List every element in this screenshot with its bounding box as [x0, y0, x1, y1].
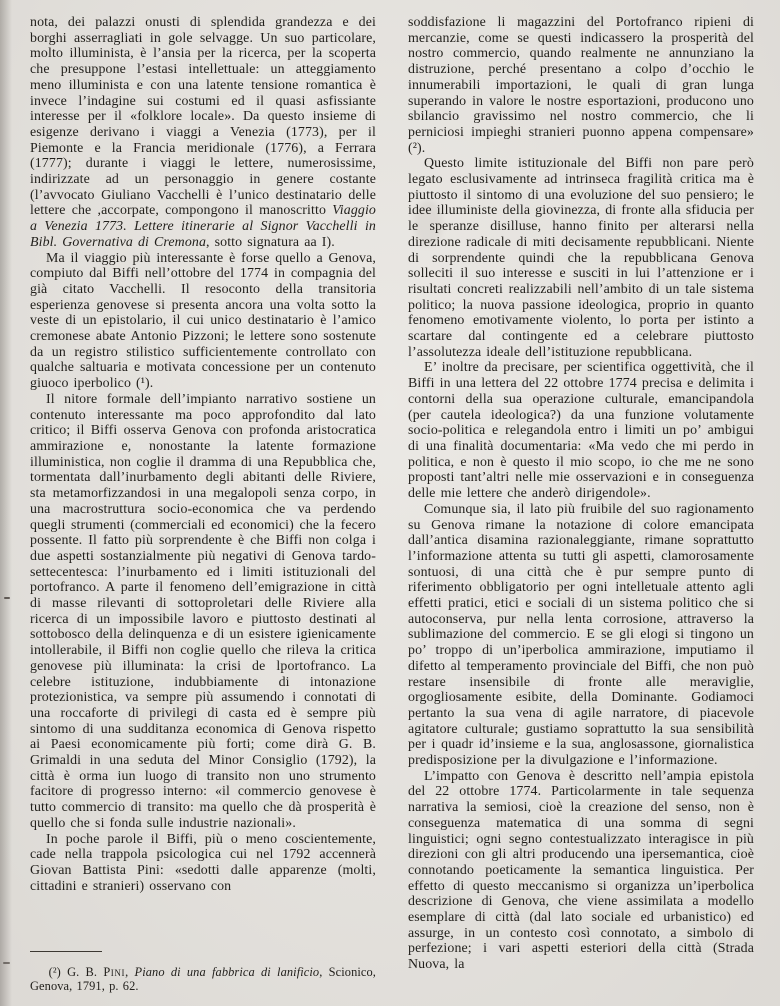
paragraph-text: Questo limite istituzionale del Biffi non pare però legato esclusivamente ad intrinseca fragilità critica ma è piuttosto il sintomo di una evoluzione del suo pensiero; le idee illuministe della giovinezza, di fronte alla sfiducia per le speranze disilluse, hanno finito per alterarsi nella direzione radicale di miti decisamente repubblicani. Niente di sorprendente quindi che la repubblicana Genova solleciti il suo interesse e susciti in lui l’attenzione er i risultati concreti realizzabili nell’ambito di un tale sistema politico; la nuova passione ideologica, proprio in quanto fenomeno emotivamente violento, lo porta per istinto a scartare dal contingente ed a celebrare piuttosto l’assolutezza ideale dell’istituzione repubblicana.	[408, 156, 754, 360]
paragraph-text: L’impatto con Genova è descritto nell’ampia epistola del 22 ottobre 1774. Particolarmente in tale sequenza narrativa la semiosi, cioè la creazione del senso, non è conseguenza matematica di una somma di segni linguistici; ogni segno contestualizzato interagisce in più direzioni con gli altri producendo una ipersemantica, cioè connotando poeticamente la semantica linguistica. Per effetto di questo meccanismo si organizza un’iperbolica descrizione di Genova, che viene assimilata a modello esemplare di città (dal lato sociale ed urbanistico) ed assurge, in un contesto così connotato, a simbolo di perfezione; i vari aspetti esteriori della città (Strada Nuova, la	[408, 768, 754, 973]
paragraph	[30, 832, 376, 895]
paragraph-text: Comunque sia, il lato più fruibile del suo ragionamento su Genova rimane la notazione di colore emancipata dall’antica disamina razionaleggiante, rimane soprattutto l’informazione attenta su tutti gli aspetti, clamorosamente sontuosi, di una città che è pur sempre punto di riferimento obbligatorio per ogni intelletuale attento agli effetti pratici, etici e sociali di un sistema politico che si autoconserva, pur nella lenta corrosione, attraverso la sublimazione del commercio. E se gli elogi si tingono un po’ troppo di un’iperbolica ammirazione, imputiamo il difetto al temperamento provinciale del Biffi, che non può restare insensibile di fronte alle meraviglie, orgogliosamente esibite, della Dominante. Godiamoci pertanto la sua vena di agile narratore, di piacevole agitatore culturale; gustiamo soprattutto la sua sensibilità per i quadr id’insieme e la sua, anglosassone, giornalistica predisposizione per la divulgazione e l’informazione.	[408, 501, 754, 769]
paragraph	[30, 392, 376, 832]
footnote-marker: (²) G. B.	[48, 964, 104, 979]
paragraph	[30, 251, 376, 392]
paragraph	[408, 360, 754, 501]
paragraph	[408, 769, 754, 973]
paragraph-text: , sotto signatura aa I).	[206, 234, 335, 250]
paragraph-text: Ma il viaggio più interessante è forse quello a Genova, compiuto dal Biffi nell’ottobre del 1774 in compagnia del già citato Vacchelli. Il resoconto della transitoria esperienza genovese si presenta ancora una volta sotto la veste di un epistolario, il cui unico destinatario è l’amico cremonese abate Antonio Pizzoni; le lettere sono sostenute da un registro stilistico sufficientemente controllato con qualche saltuaria e motivata concessione per un contenuto giuoco iperbolico (¹).	[30, 250, 376, 392]
paragraph-text: soddisfazione li magazzini del Portofranco ripieni di mercanzie, come se questi indicassero la prosperità del nostro commercio, quando realmente ne annunziano la distruzione, perché presentano a colpo d’occhio le innumerabili importazioni, le quali di gran lunga superando in valore le nostre esportazioni, producono uno sbilancio gravissimo nel nostro commercio, che li perniciosi impieghi stranieri puonno appena compensare» (²).	[408, 15, 754, 156]
footnote	[30, 951, 376, 998]
footnote-text-run: , Scionico, Genova, 1791, p. 62.	[30, 964, 377, 994]
footnote-rule	[30, 951, 102, 952]
paragraph	[30, 15, 376, 251]
paragraph	[408, 502, 754, 769]
paragraph-text: E’ inoltre da precisare, per scientifica oggettività, che il Biffi in una lettera del 22 ottobre 1774 precisa e delimita i contorni della sua operazione culturale, emancipandola (per cautela ideologica?) da una funzione volutamente socio-politica e relegandola entro i limiti un po’ ambigui di una finalità documentaria: «Ma vedo che mi perdo in politica, e non è questo il mio scopo, io che me ne sono proposti tant’altri nelle mie osservazioni e in conseguenza delle mie lettere che anderò dirigendole».	[408, 360, 754, 502]
paragraph	[408, 15, 754, 156]
right-column	[408, 15, 754, 998]
paragraph-text: nota, dei palazzi onusti di splendida grandezza e dei borghi asserragliati in gole selvagge. Un suo particolare, molto illuminista, è l’ansia per la ricerca, per la scoperta che presuppone l’estasi intellettuale: un atteggiamento meno illuminista e con una latente tensione romantica è invece l’indagine sui costumi ed il quasi asfissiante interesse per il «folklore locale». Da questo insieme di esigenze derivano i viaggi a Venezia (1773), per il Piemonte e la Francia meridionale (1776), a Ferrara (1777); durante i viaggi le lettere, numerosissime, indirizzate ad un personaggio in genere costante (l’avvocato Giuliano Vacchelli è l’unico destinatario delle lettere che ,accorpate, compongono il manoscritto	[30, 15, 376, 219]
footnote-text	[30, 965, 376, 994]
left-column	[30, 15, 376, 998]
author-name-smallcaps: Pini	[103, 964, 126, 979]
paragraph-text: Il nitore formale dell’impianto narrativo sostiene un contenuto interessante ma poco approfondito dal lato critico; il Biffi osserva Genova con profonda aristocratica ammirazione e, nonostante la latente formazione illuministica, non coglie il dramma di una Repubblica che, tormentata dall’inurbamento degli abitanti delle Riviere, sta metamorfizzandosi in una megalopoli senza corpo, in una macrostruttura socio-economica che va perdendo quegli strumenti (commerciali ed economici) che la fecero possente. Il fatto più sorprendente è che Biffi non colga i due aspetti sostanzialmente più negativi di Genova tardo-settecentesca: l’inurbamento ed i limiti istituzionali del portofranco. A parte il fenomeno dell’emigrazione in città di masse rilevanti di sottoproletari delle Riviere alla ricerca di un impossibile lavoro e piuttosto destinati al sottobosco della delinquenza e di un esistere igienicamente intollerabile, il Biffi non coglie quello che rileva la critica genovese più illuminata: la crisi de lportofranco. La celebre istituzione, indubbiamente di intonazione protezionistica, va sempre più assumendo i connotati di una roccaforte di privilegi di casta ed è sempre più sintomo di una sudditanza economica di Genova rispetto ai Paesi economicamente più forti; come dirà G. B. Grimaldi in una seduta del Minor Consiglio (1792), la città è orma iun luogo di transito non uno strumento facitore di progresso interno: «il commercio genovese è tutto commercio di transito: ma quello che dà prosperità è quello che si fonda sulle industrie nazionali».	[30, 391, 376, 831]
paragraph	[408, 156, 754, 360]
footnote-text-run: ,	[125, 964, 135, 979]
manuscript-title-italic: Viaggio a Venezia 1773. Lettere itinerarie al Signor Vacchelli in Bibl. Governativa di Cremona	[30, 203, 376, 250]
work-title-italic: Piano di una fabbrica di lanificio	[134, 964, 320, 979]
paragraph-text: In poche parole il Biffi, più o meno coscientemente, cade nella trappola psicologica cui nel 1792 accennerà Giovan Battista Pini: «sedotti dalle apparenze (molti, cittadini e stranieri) osservano con	[30, 831, 376, 894]
